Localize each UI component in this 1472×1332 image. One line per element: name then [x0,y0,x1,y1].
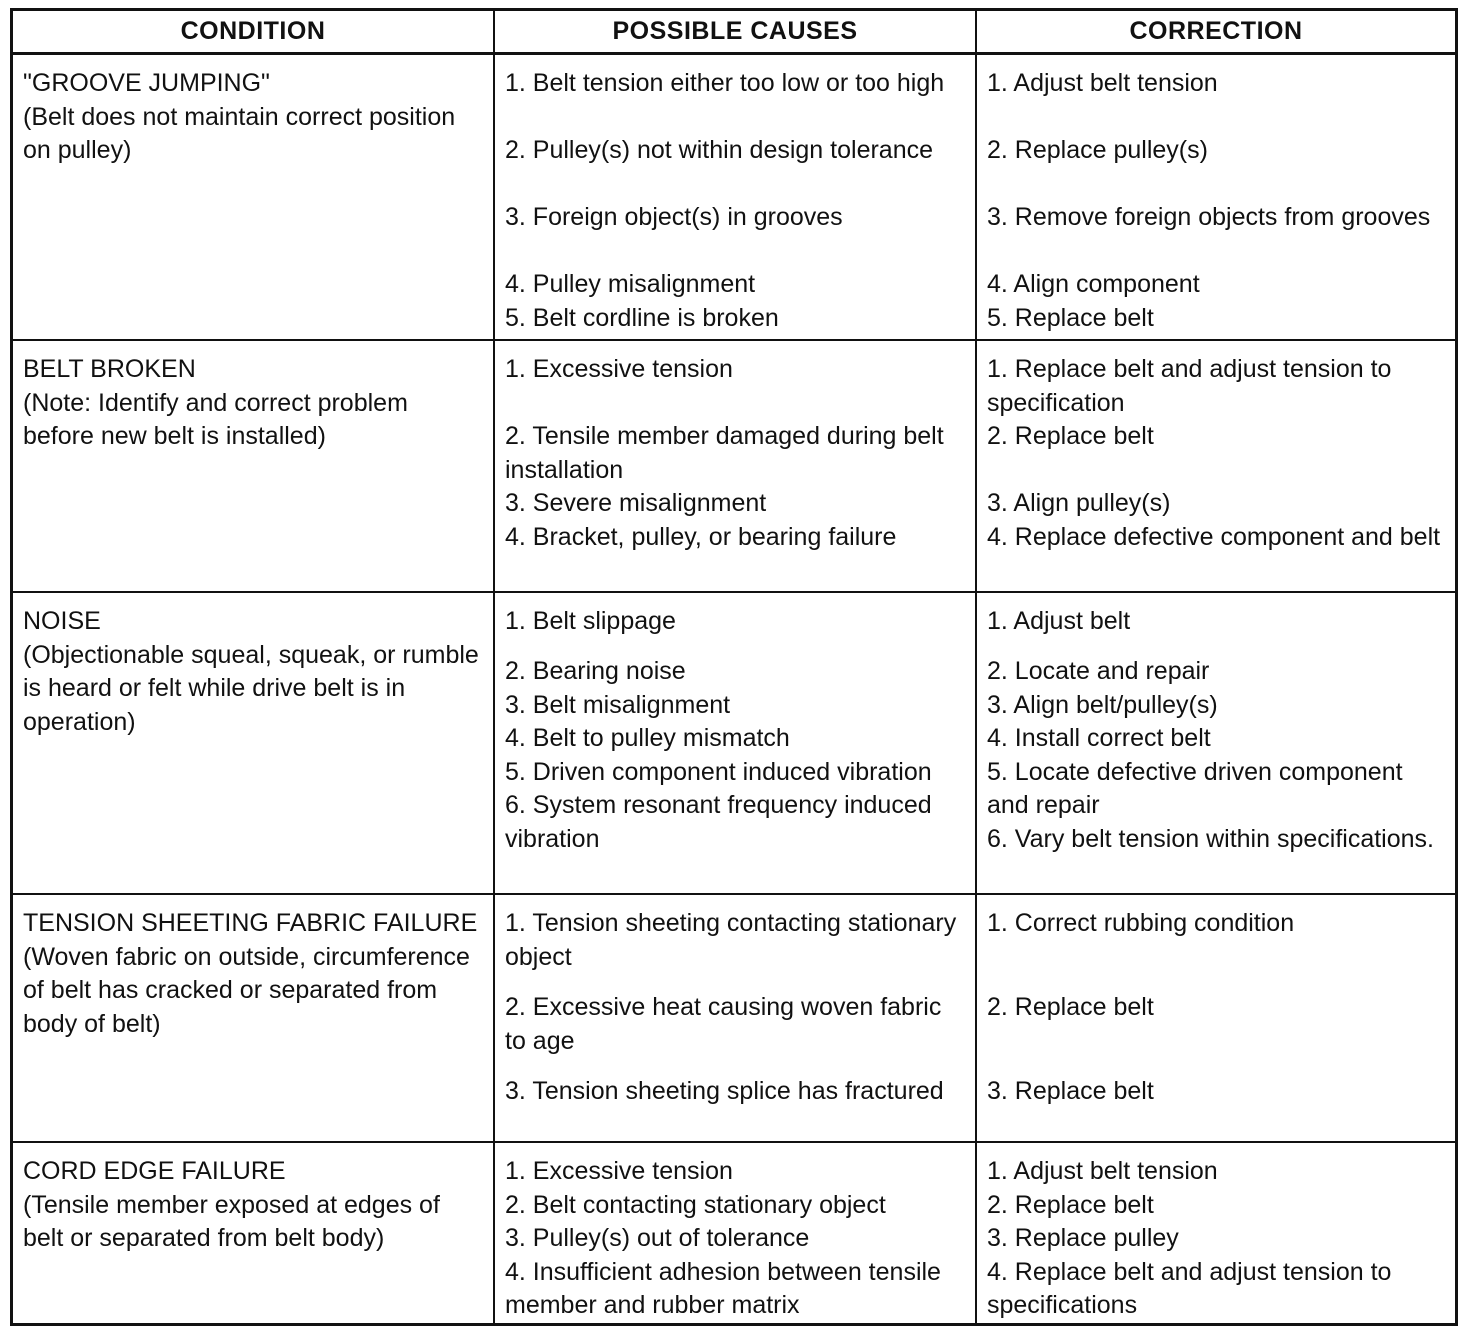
condition-description: (Tensile member exposed at edges of belt or separated from belt body) [23,1190,440,1252]
causes-cell [495,1143,977,1323]
cause-item: 3. Belt misalignment [505,690,731,719]
cause-item: 2. Excessive heat causing woven fabric to age [505,993,942,1055]
cause-item: 2. Belt contacting stationary object [505,1190,886,1219]
condition-title: "GROOVE JUMPING" [23,69,270,97]
cause-item: 4. Pulley misalignment [505,270,756,298]
condition-cell [13,593,495,895]
cause-item: 2. Pulley(s) not within design tolerance [505,136,934,164]
cause-item: 1. Excessive tension [505,1157,733,1185]
correction-item: 4. Replace belt and adjust tension to specifications [987,1257,1392,1319]
causes-cell [495,55,977,341]
correction-item: 1. Replace belt and adjust tension to specification [987,355,1392,417]
correction-cell [977,1143,1455,1323]
cause-item: 2. Bearing noise [505,657,686,685]
correction-item: 3. Replace pulley [987,1224,1179,1252]
correction-item: 5. Replace belt [987,303,1154,332]
correction-item: 1. Adjust belt tension [987,69,1218,97]
correction-item: 4. Install correct belt [987,724,1211,752]
causes-cell [495,341,977,593]
condition-title: TENSION SHEETING FABRIC FAILURE [23,909,478,937]
cause-item: 3. Foreign object(s) in grooves [505,203,843,231]
correction-cell [977,55,1455,341]
correction-item: 2. Locate and repair [987,657,1210,685]
correction-item: 2. Replace belt [987,993,1154,1021]
cause-item: 4. Bracket, pulley, or bearing failure [505,522,897,551]
correction-item: 4. Align component [987,270,1200,298]
condition-description: (Objectionable squeal, squeak, or rumble is heard or felt while drive belt is in operation) [23,640,479,736]
cause-item: 4. Insufficient adhesion between tensile member and rubber matrix [505,1257,941,1319]
correction-cell [977,895,1455,1143]
header-condition: CONDITION [13,11,495,55]
header-possible-causes: POSSIBLE CAUSES [495,11,977,55]
cause-item: 5. Driven component induced vibration [505,757,932,786]
cause-item: 5. Belt cordline is broken [505,303,779,332]
correction-item: 5. Locate defective driven component and repair [987,757,1403,819]
correction-item: 1. Adjust belt tension [987,1157,1218,1185]
correction-item: 4. Replace defective component and belt [987,522,1441,551]
correction-item: 3. Align belt/pulley(s) [987,690,1218,719]
condition-description: (Note: Identify and correct problem before new belt is installed) [23,388,408,450]
correction-item: 3. Replace belt [987,1077,1154,1105]
cause-item: 2. Tensile member damaged during belt installation [505,422,944,484]
condition-title: BELT BROKEN [23,355,196,383]
cause-item: 3. Severe misalignment [505,489,767,517]
condition-title: NOISE [23,607,101,635]
condition-cell [13,341,495,593]
correction-cell [977,593,1455,895]
diagnosis-table [10,8,1458,1326]
cause-item: 1. Belt tension either too low or too high [505,69,945,97]
condition-cell [13,1143,495,1323]
cause-item: 6. System resonant frequency induced vibration [505,791,932,853]
condition-cell [13,895,495,1143]
causes-cell [495,895,977,1143]
correction-item: 6. Vary belt tension within specifications. [987,824,1434,853]
cause-item: 1. Tension sheeting contacting stationary object [505,909,957,971]
cause-item: 3. Pulley(s) out of tolerance [505,1224,810,1252]
causes-cell [495,593,977,895]
condition-title: CORD EDGE FAILURE [23,1157,286,1185]
correction-item: 1. Correct rubbing condition [987,909,1295,937]
cause-item: 1. Belt slippage [505,607,676,635]
header-correction: CORRECTION [977,11,1455,55]
correction-item: 2. Replace belt [987,1190,1154,1219]
condition-description: (Belt does not maintain correct position on pulley) [23,102,456,164]
condition-cell [13,55,495,341]
correction-item: 2. Replace pulley(s) [987,136,1208,164]
correction-item: 3. Align pulley(s) [987,489,1171,517]
correction-item: 3. Remove foreign objects from grooves [987,203,1431,231]
correction-cell [977,341,1455,593]
correction-item: 2. Replace belt [987,422,1154,450]
condition-description: (Woven fabric on outside, circumference of belt has cracked or separated from body of belt) [23,942,470,1038]
cause-item: 1. Excessive tension [505,355,733,383]
cause-item: 3. Tension sheeting splice has fractured [505,1077,944,1105]
correction-item: 1. Adjust belt [987,607,1131,635]
cause-item: 4. Belt to pulley mismatch [505,724,790,752]
